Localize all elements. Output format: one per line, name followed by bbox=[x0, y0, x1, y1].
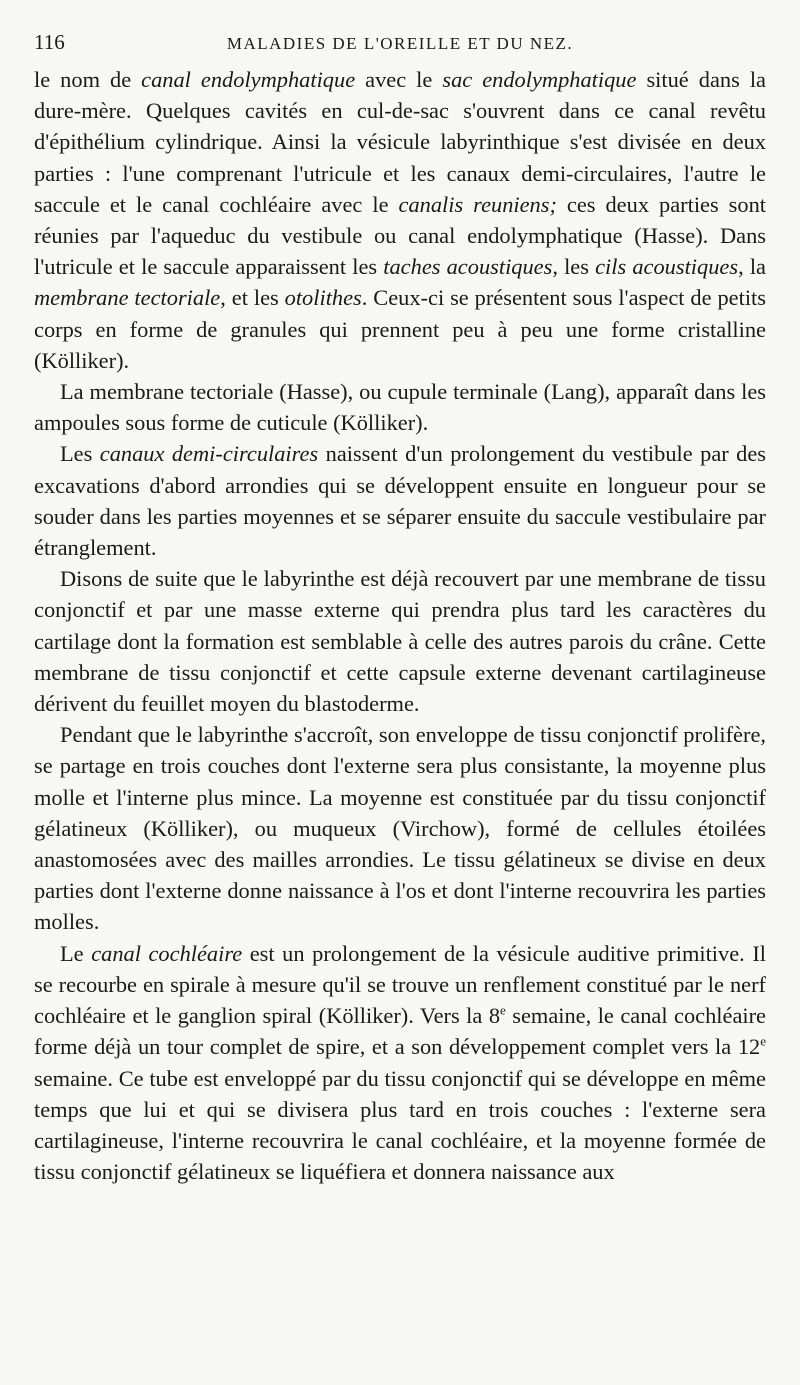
italic-term: canalis reuniens; bbox=[398, 191, 557, 217]
book-page bbox=[34, 30, 766, 1187]
italic-term: cils acoustiques bbox=[595, 254, 739, 280]
running-title: MALADIES DE L'OREILLE ET DU NEZ. bbox=[226, 34, 574, 53]
paragraph-4: Disons de suite que le labyrinthe est déjà recouvert par une membrane de tissu conjonctif et par une masse externe qui prendra plus tard les caractères du cartilage dont la formation est semblable à celle des autres parois du crâne. Cette membrane de tissu conjonctif et cette capsule externe devenant cartilagineuse dérivent du feuillet moyen du blastoderme. bbox=[34, 566, 766, 717]
italic-term: canal cochléaire bbox=[91, 940, 243, 966]
paragraph-3: Les canaux demi-circulaires naissent d'un prolongement du vestibule par des excavations d'abord arrondies qui se développent ensuite en longueur pour se souder dans les parties moyennes et se séparer ensuite du saccule vestibulaire par étranglement. bbox=[34, 441, 766, 561]
superscript: e bbox=[500, 1002, 506, 1018]
italic-term: canal endolymphatique bbox=[141, 67, 356, 92]
page-header bbox=[34, 30, 766, 64]
paragraph-2: La membrane tectoriale (Hasse), ou cupule terminale (Lang), apparaît dans les ampoules sous forme de cuticule (Kölliker). bbox=[34, 379, 766, 436]
paragraph-5: Pendant que le labyrinthe s'accroît, son enveloppe de tissu conjonctif prolifère, se partage en trois couches dont l'externe sera plus consistante, la moyenne plus molle et l'interne plus mince. La moyenne est constituée par du tissu conjonctif gélatineux (Kölliker), ou muqueux (Virchow), formé de cellules étoilées anastomosées avec des mailles arrondies. Le tissu gélatineux se divise en deux parties dont l'externe donne naissance à l'os et dont l'interne recouvrira les parties molles. bbox=[34, 722, 766, 935]
italic-term: taches acoustiques bbox=[383, 254, 553, 280]
superscript: e bbox=[760, 1033, 766, 1049]
italic-term: membrane tectoriale bbox=[34, 285, 221, 311]
body-text bbox=[34, 64, 766, 1187]
italic-term: otolithes bbox=[284, 285, 362, 311]
paragraph-6: Le canal cochléaire est un prolongement de la vésicule auditive primitive. Il se recourbe en spirale à mesure qu'il se trouve un renflement constitué par le nerf cochléaire et le ganglion spiral (Kölliker). Vers la 8e semaine, le canal cochléaire forme déjà un tour complet de spire, et a son développement complet vers la 12e semaine. Ce tube est enveloppé par du tissu conjonctif qui se développe en même temps que lui et qui se divisera plus tard en trois couches : l'externe sera cartilagineuse, l'interne recouvrira le canal cochléaire, et la moyenne formée de tissu conjonctif gélatineux se liquéfiera et donnera naissance aux bbox=[34, 940, 767, 1185]
page-number: 116 bbox=[34, 30, 65, 54]
paragraph-1: le nom de canal endolymphatique avec le sac endolymphatique situé dans la dure-mère. Quelques cavités en cul-de-sac s'ouvrent dans ce canal revêtu d'épithélium cylindrique. Ainsi la vésicule labyrinthique s'est divisée en deux parties : l'une comprenant l'utricule et les canaux demi-circulaires, l'autre le saccule et le canal cochléaire avec le canalis reuniens; ces deux parties sont réunies par l'aqueduc du vestibule ou canal endolymphatique (Hasse). Dans l'utricule et le saccule apparaissent les taches acoustiques, les cils acoustiques, la membrane tectoriale, et les otolithes. Ceux-ci se présentent sous l'aspect de petits corps en forme de granules qui prennent peu à peu une forme cristalline (Kölliker). bbox=[34, 67, 767, 373]
italic-term: sac endolymphatique bbox=[442, 67, 637, 92]
italic-term: canaux demi-circulaires bbox=[99, 441, 319, 467]
